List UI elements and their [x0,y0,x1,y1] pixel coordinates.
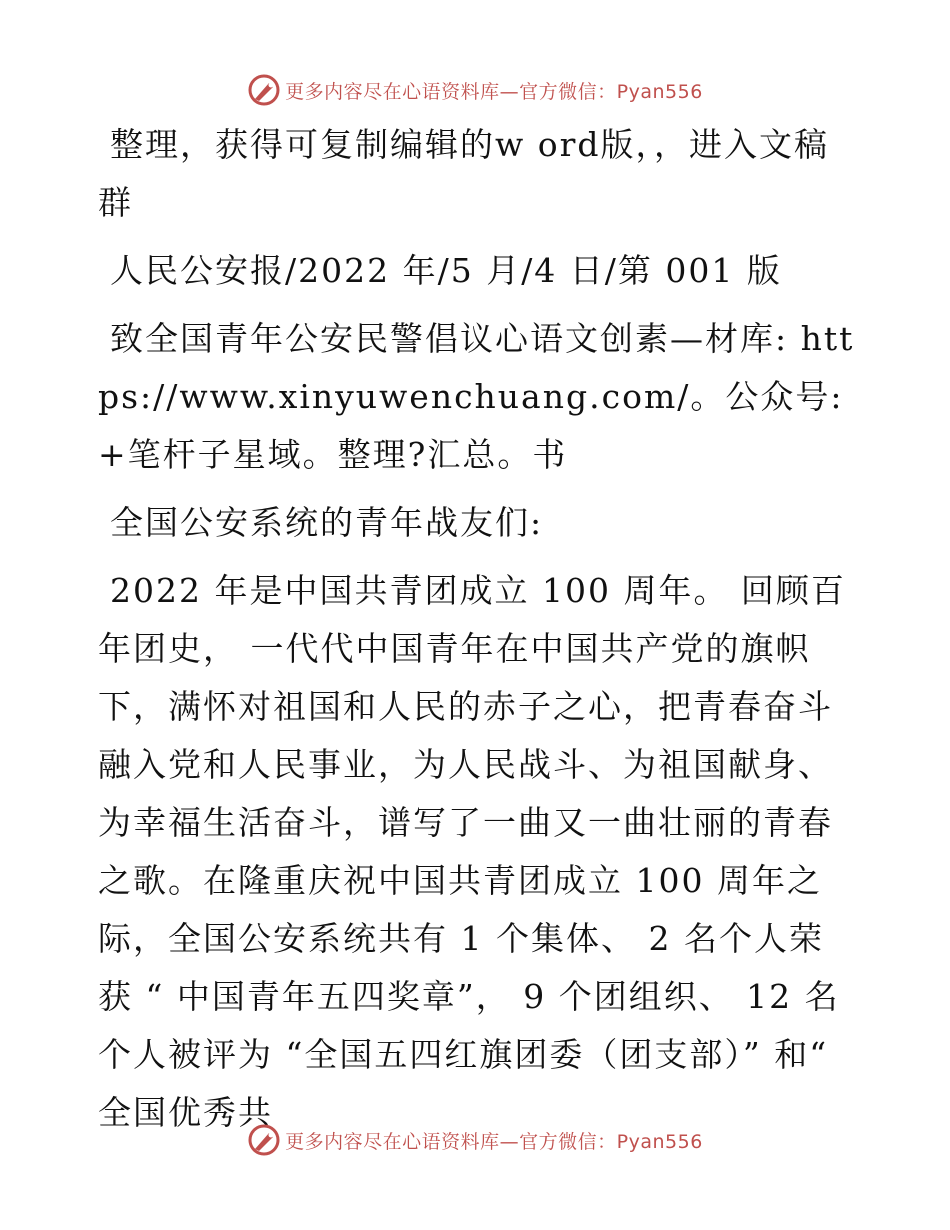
paragraph-main: 2022 年是中国共青团成立 100 周年。 回顾百年团史， 一代代中国青年在中国共产党的旗帜下，满怀对祖国和人民的赤子之心，把青春奋斗融入党和人民事业，为人民战斗、为祖国献身、为幸福生活奋斗，谱写了一曲又一曲壮丽的青春之歌。在隆重庆祝中国共青团成立 100 周年之际，全国公安系统共有 1 个集体、 2 名个人荣获 “ 中国青年五四奖章”， 9 个团组织、 12 名个人被评为 “全国五四红旗团委（团支部）” 和“ 全国优秀共 [98,571,846,1132]
paragraph-source: 人民公安报/2022 年/5 月/4 日/第 001 版 [110,251,782,290]
paragraph-title: 致全国青年公安民警倡议心语文创素—材库: https://www.xinyuwenchuang.com/。公众号: +笔杆子星域。整理?汇总。书 [98,319,855,474]
pen-logo-icon [247,1123,281,1157]
paragraph-intro: 整理，获得可复制编辑的w ord版，，进入文稿群 [98,125,830,222]
pen-logo-icon [247,73,281,107]
header-watermark-banner [0,70,950,110]
paragraph-salutation: 全国公安系统的青年战友们: [110,503,544,542]
banner-text: 更多内容尽在心语资料库—官方微信：Pyan556 [285,80,703,103]
banner-text: 更多内容尽在心语资料库—官方微信：Pyan556 [285,1130,703,1153]
footer-watermark-banner [0,1120,950,1160]
document-body [98,116,858,1142]
